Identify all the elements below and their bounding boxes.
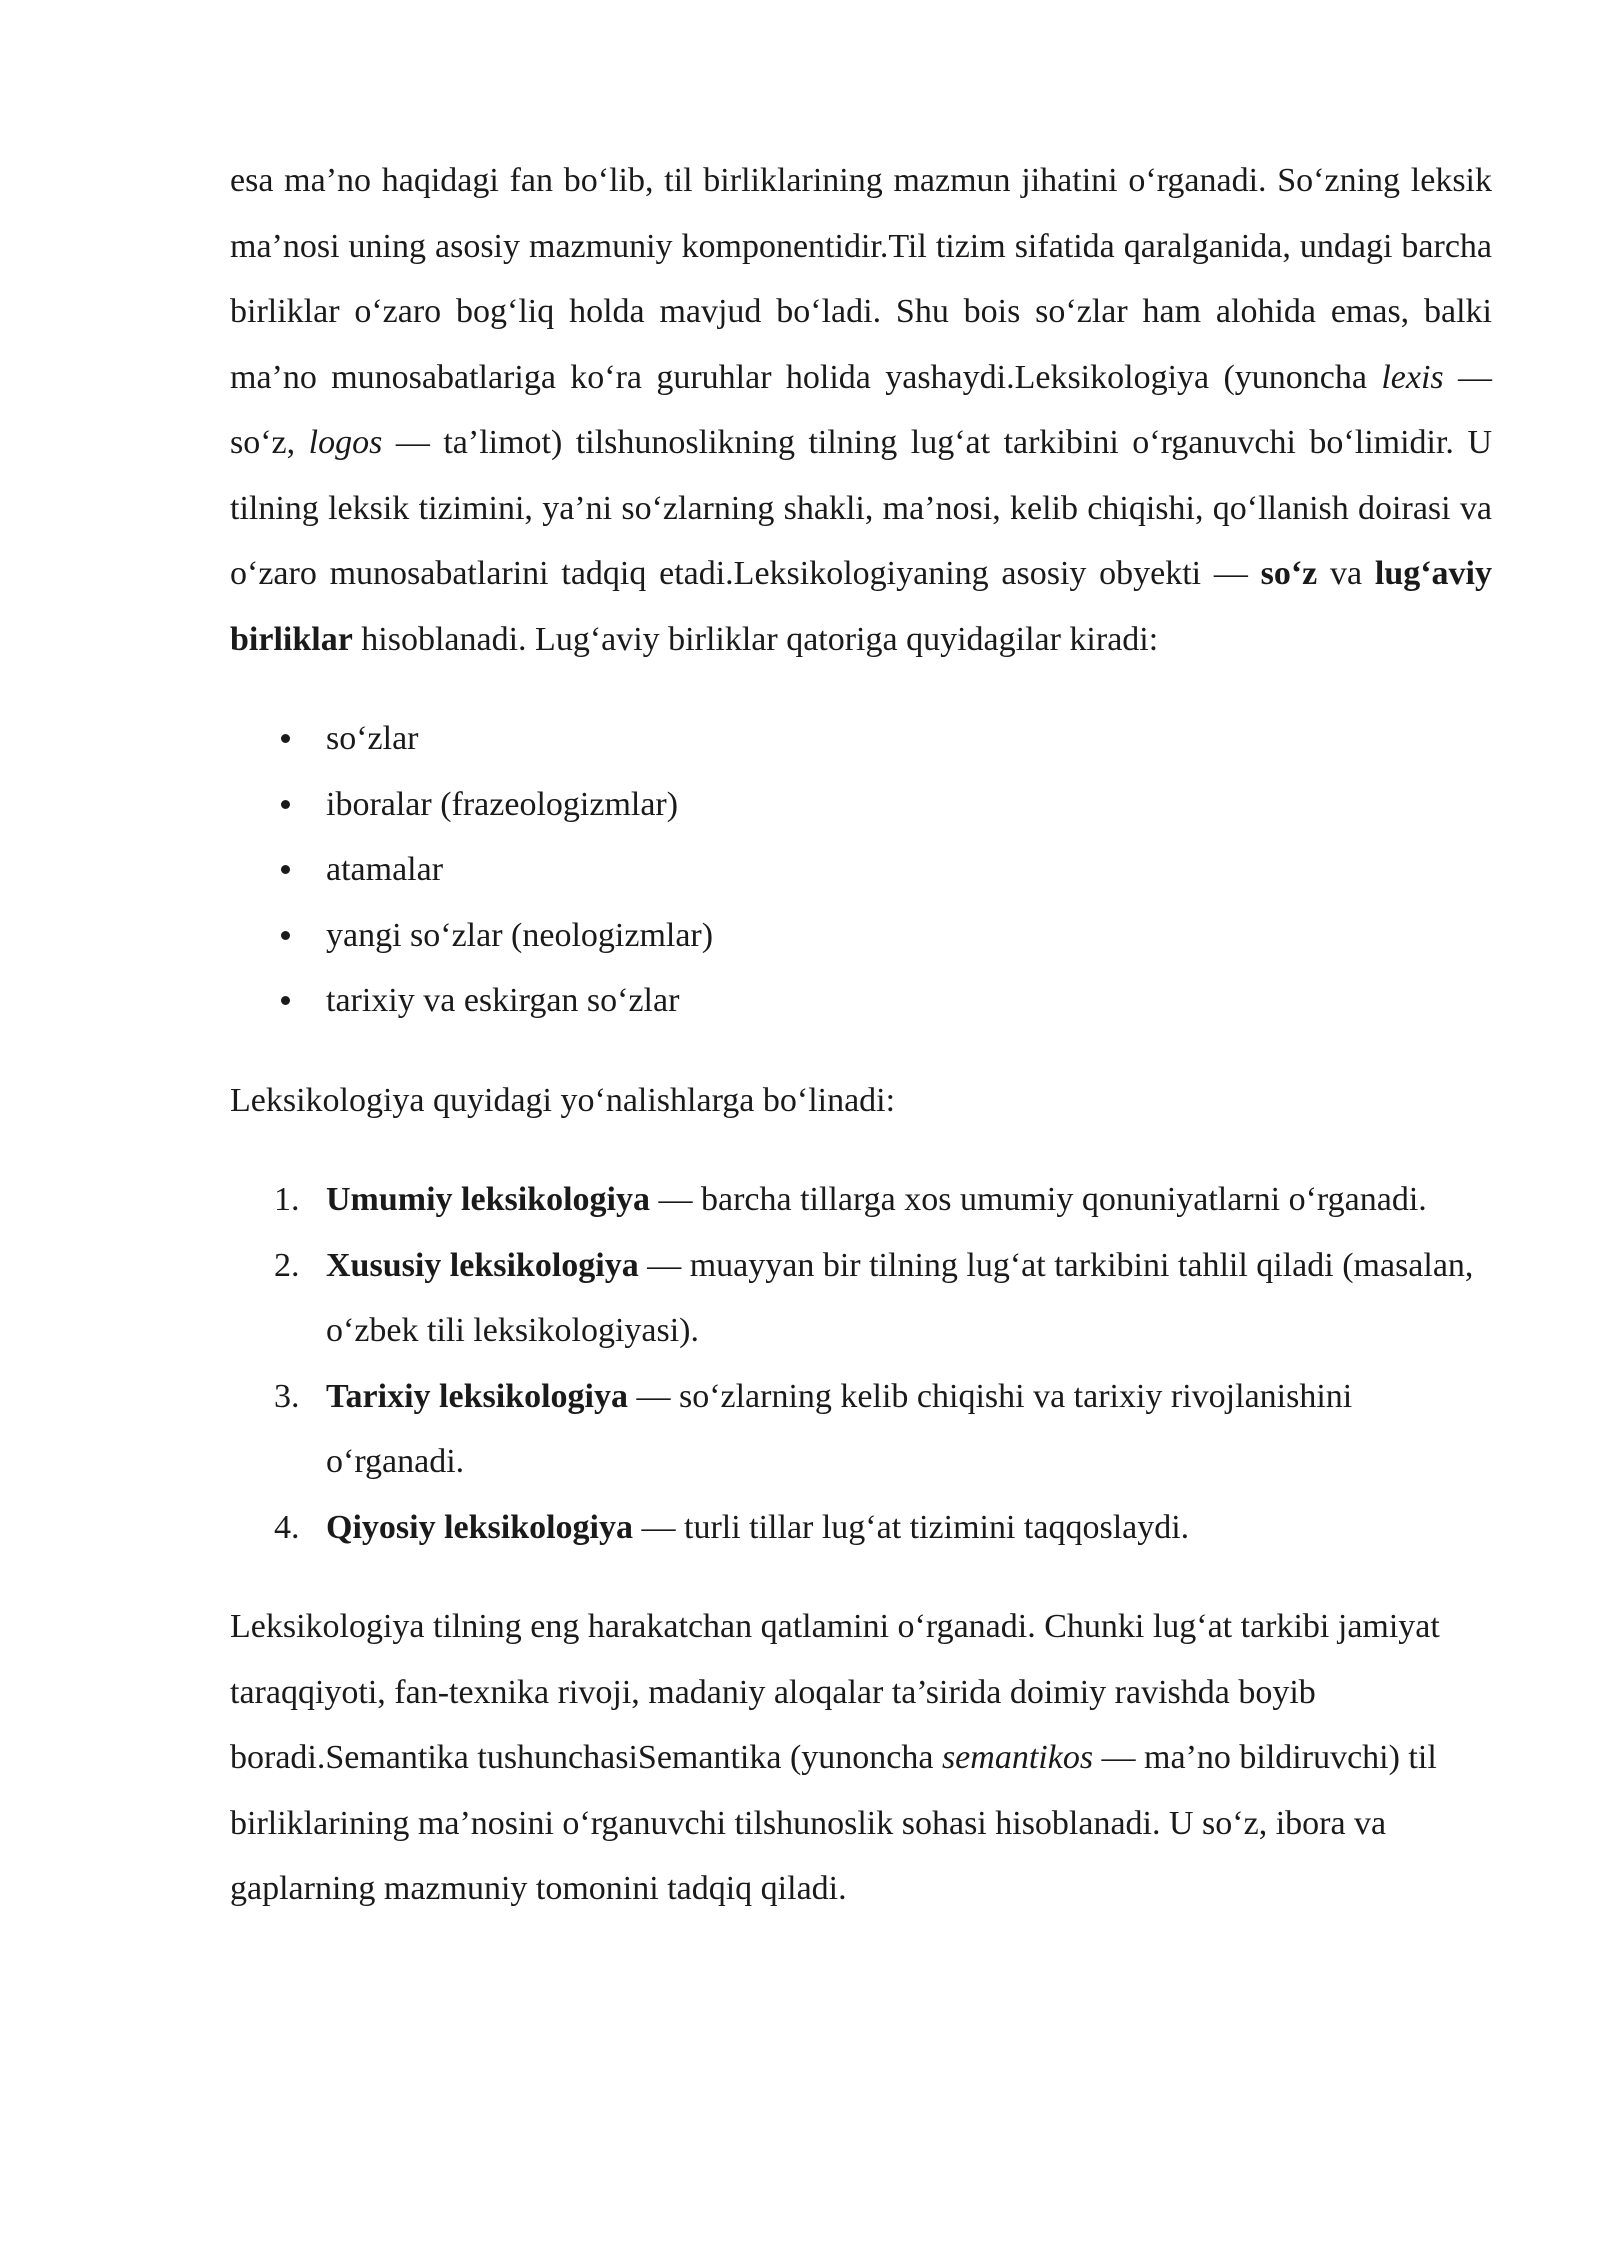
intro-text-va: va: [1317, 555, 1375, 592]
list-item: iboralar (frazeologizmlar): [326, 772, 1492, 838]
term-logos: logos: [308, 424, 383, 461]
term-lugaviy-birliklar: lug‘aviy birliklar: [230, 555, 1492, 658]
list-item: tarixiy va eskirgan so‘zlar: [326, 968, 1492, 1034]
item-number: 1.: [274, 1181, 300, 1218]
bullet-list: [230, 706, 1492, 1034]
intro-paragraph: [230, 148, 1492, 672]
term-lexis: lexis: [1381, 358, 1444, 396]
document-page: [230, 148, 1492, 1922]
item-number: 3.: [274, 1377, 300, 1415]
item-number: 2.: [274, 1246, 300, 1284]
item-desc: — barcha tillarga xos umumiy qonuniyatlarni o‘rganadi.: [649, 1181, 1427, 1218]
item-desc: — turli tillar lug‘at tizimini taqqoslaydi.: [633, 1508, 1190, 1546]
item-term: Qiyosiy leksikologiya: [326, 1508, 633, 1546]
numbered-item: [274, 1233, 1492, 1364]
intro-text-3: — ta’limot) tilshunoslikning tilning lug‘at tarkibini o‘rganuvchi bo‘limidir. U tilning leksik tizimini, ya’ni so‘zlarning shakli, ma’nosi, kelib chiqishi, qo‘llanish doirasi va o‘zaro munosabatlarini tadqiq etadi.Leksikologiyaning asosiy obyekti —: [230, 424, 1492, 592]
list-item: atamalar: [326, 837, 1492, 903]
list-item: yangi so‘zlar (neologizmlar): [326, 903, 1492, 969]
closing-paragraph: [230, 1594, 1492, 1922]
item-desc: — so‘zlarning kelib chiqishi va tarixiy rivojlanishini o‘rganadi.: [326, 1377, 1353, 1480]
term-soz: so‘z: [1260, 555, 1318, 592]
item-term: Tarixiy leksikologiya: [326, 1377, 628, 1415]
closing-text-2: — ma’no bildiruvchi) til birliklarining ma’nosini o‘rganuvchi tilshunoslik sohasi hisoblanadi. U so‘z, ibora va gaplarning mazmuniy tomonini tadqiq qiladi.: [230, 1739, 1437, 1907]
numbered-item: [274, 1364, 1492, 1495]
item-number: 4.: [274, 1508, 300, 1546]
item-term: Xususiy leksikologiya: [326, 1246, 639, 1284]
intro-text-1: esa ma’no haqidagi fan bo‘lib, til birliklarining mazmun jihatini o‘rganadi. So‘zning leksik ma’nosi uning asosiy mazmuniy komponentidir.Til tizim sifatida qaralganida, undagi barcha birliklar o‘zaro bog‘liq holda mavjud bo‘ladi. Shu bois so‘zlar ham alohida emas, balki ma’no munosabatlariga ko‘ra guruhlar holida yashaydi.Leksikologiya (yunoncha: [230, 162, 1492, 396]
numbered-item: [274, 1495, 1492, 1561]
item-desc: — muayyan bir tilning lug‘at tarkibini tahlil qiladi (masalan, o‘zbek tili leksikologiyasi).: [326, 1246, 1474, 1349]
list-item: so‘zlar: [326, 706, 1492, 772]
item-term: Umumiy leksikologiya: [326, 1181, 650, 1218]
closing-text-1: Leksikologiya tilning eng harakatchan qatlamini o‘rganadi. Chunki lug‘at tarkibi jamiyat taraqqiyoti, fan-texnika rivoji, madaniy aloqalar ta’sirida doimiy ravishda boyib boradi.Semantika tushunchasiSemantika (yunoncha: [230, 1608, 1440, 1776]
intro-text-4: hisoblanadi. Lug‘aviy birliklar qatoriga quyidagilar kiradi:: [352, 620, 1159, 658]
directions-intro: Leksikologiya quyidagi yo‘nalishlarga bo‘linadi:: [230, 1081, 896, 1119]
numbered-item: [274, 1167, 1492, 1233]
intro-text-2: — so‘z,: [230, 358, 1492, 461]
term-semantikos: semantikos: [941, 1739, 1094, 1776]
numbered-list: [230, 1167, 1492, 1560]
